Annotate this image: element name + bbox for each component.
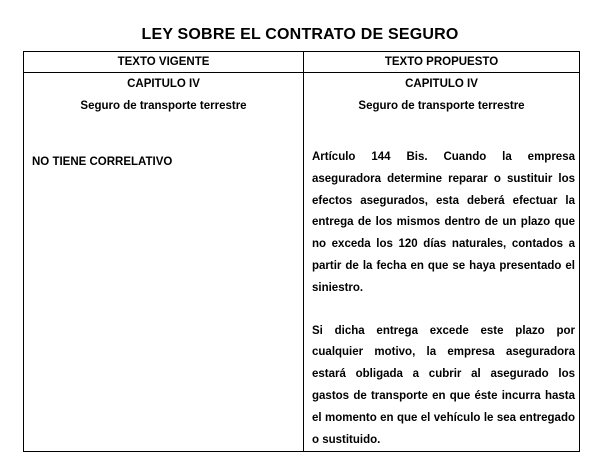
no-correlative-note: NO TIENE CORRELATIVO [32, 156, 173, 168]
proposed-text-cell [304, 73, 580, 452]
proposed-section-heading: Seguro de transporte terrestre [358, 100, 525, 112]
delivery-delay-paragraph: Si dicha entrega excede este plazo por cualquier motivo, la empresa aseguradora estará obligada a cubrir al asegurado los gastos de transporte en que éste incurra hasta el momento en que el vehículo le sea entregado o sustituido. [312, 324, 575, 446]
current-text-cell [24, 73, 304, 452]
table-header-row [24, 52, 580, 73]
comparison-table [23, 51, 580, 452]
header-proposed-text: TEXTO PROPUESTO [304, 52, 580, 73]
article-144-bis-paragraph: Artículo 144 Bis. Cuando la empresa aseguradora determine reparar o sustituir los efectos asegurados, esta deberá efectuar la entrega de los mismos dentro de un plazo que no exceda los 120 días naturales, contados a partir de la fecha en que se haya presentado el siniestro. [312, 151, 575, 294]
current-chapter-heading: CAPITULO IV [127, 78, 200, 90]
table-row [24, 73, 580, 452]
current-section-heading: Seguro de transporte terrestre [80, 100, 247, 112]
header-current-text: TEXTO VIGENTE [24, 52, 304, 73]
proposed-chapter-heading: CAPITULO IV [405, 78, 478, 90]
document-title: LEY SOBRE EL CONTRATO DE SEGURO [141, 26, 459, 43]
